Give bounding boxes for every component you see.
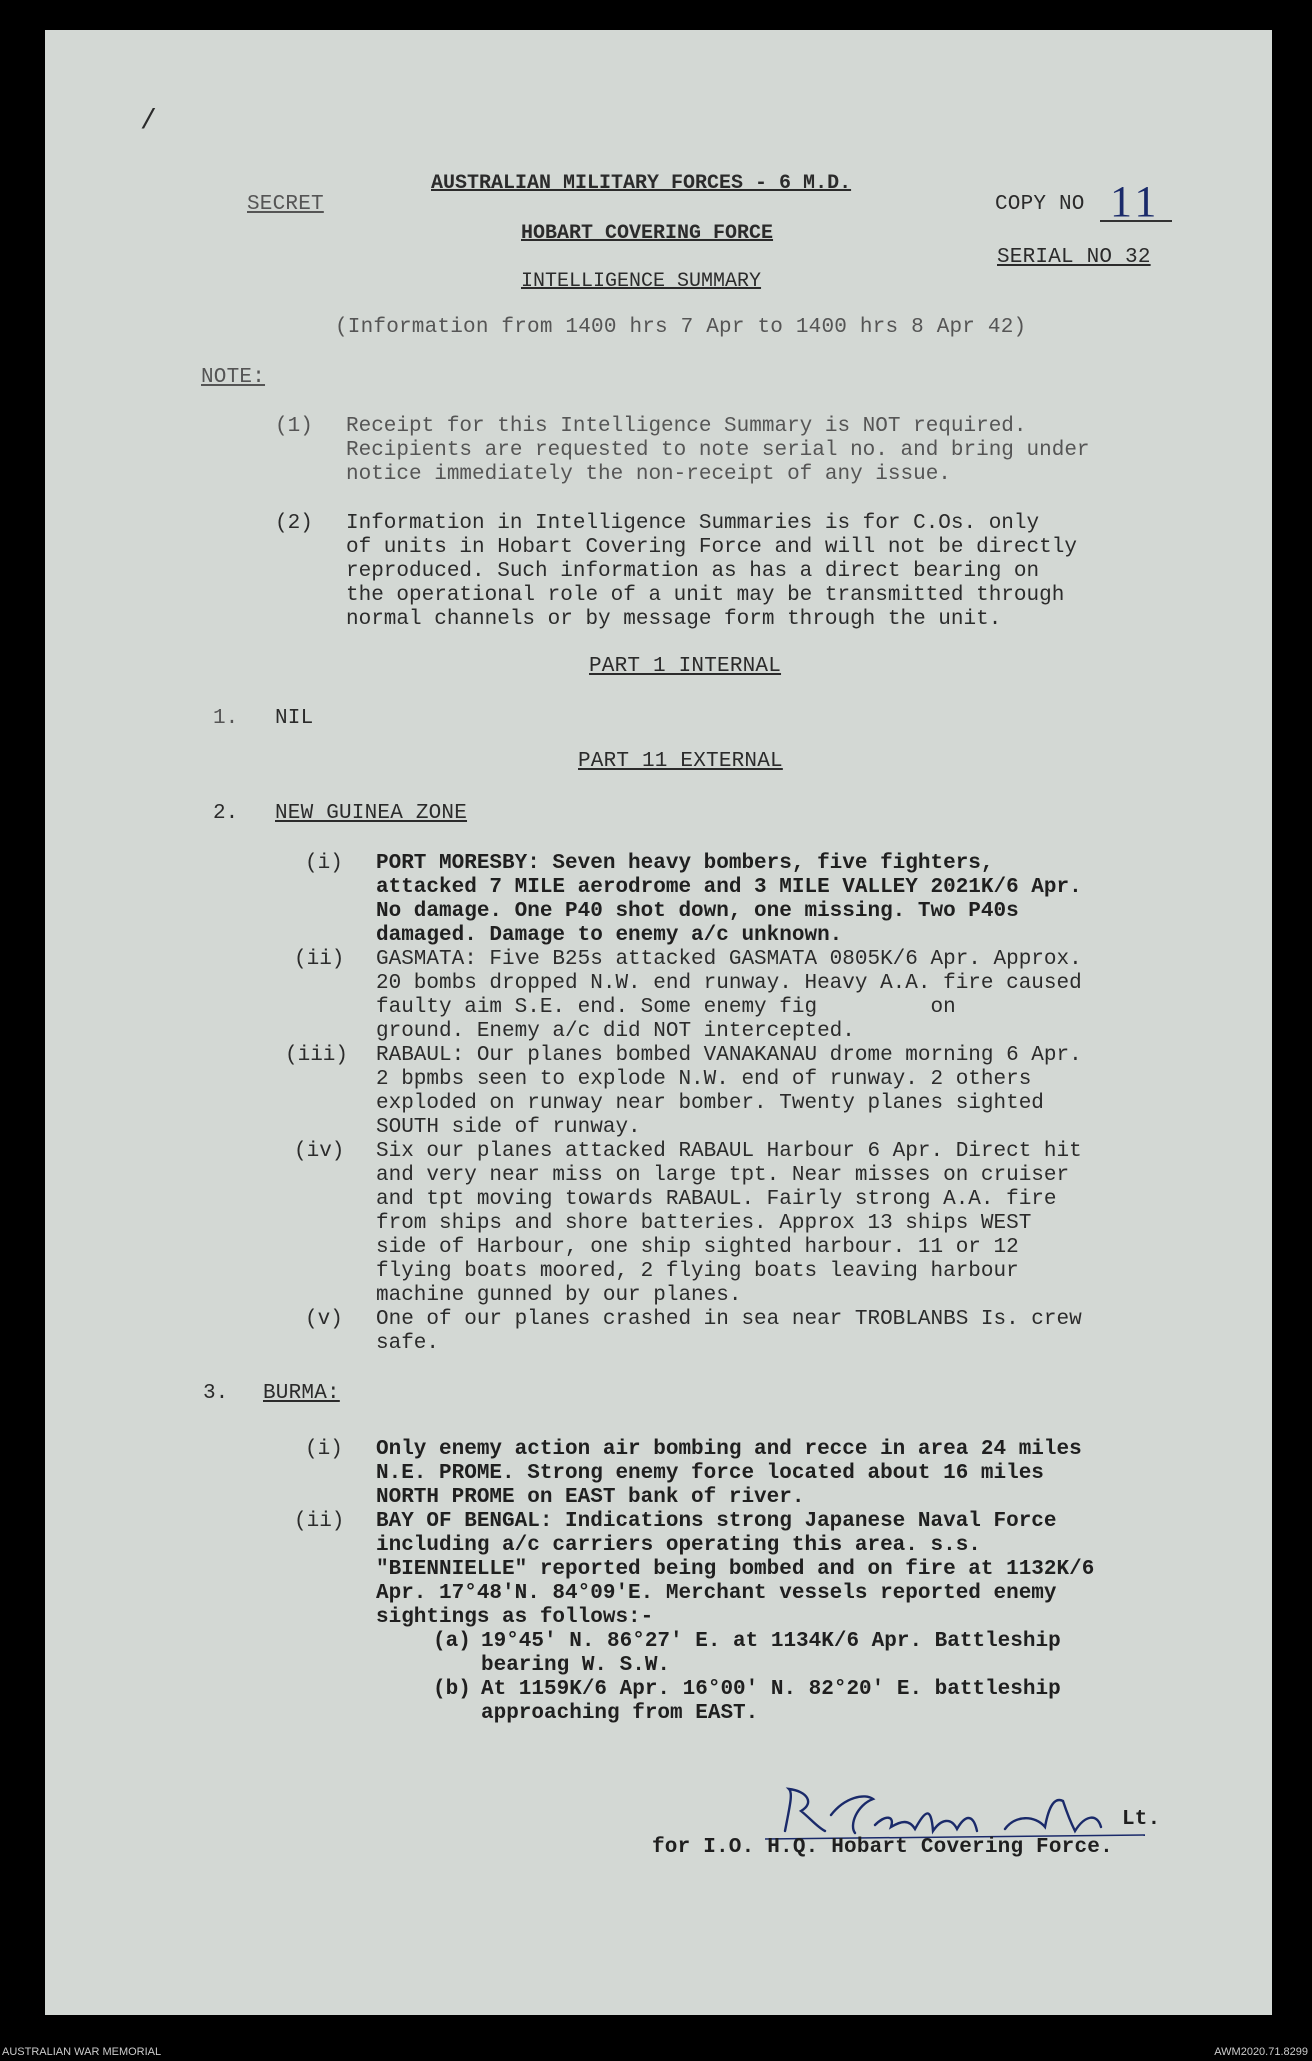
burma-item-1-line: Only enemy action air bombing and recce in area 24 miles [376,1438,1082,1461]
section-2-title: NEW GUINEA ZONE [275,802,468,825]
ng-item-1-line: attacked 7 MILE aerodrome and 3 MILE VALLEY 2021K/6 Apr. [376,876,1082,899]
ng-item-5-line: One of our planes crashed in sea near TROBLANBS Is. crew [376,1308,1082,1331]
ng-item-4-line: and tpt moving towards RABAUL. Fairly strong A.A. fire [376,1188,1057,1211]
burma-subitem-a-line: 19°45' N. 86°27' E. at 1134K/6 Apr. Battleship [481,1630,1061,1653]
ng-item-4-line: flying boats moored, 2 flying boats leaving harbour [376,1260,1019,1283]
ng-item-4-line: from ships and shore batteries. Approx 13 ships WEST [376,1212,1032,1235]
ng-item-3-line: 2 bpmbs seen to explode N.W. end of runway. 2 others [376,1068,1032,1091]
serial-number: SERIAL NO 32 [997,246,1151,269]
burma-subitem-b-number: (b) [433,1678,471,1701]
note-2-number: (2) [275,512,313,535]
ng-item-1-number: (i) [305,852,343,875]
ng-item-1-line: PORT MORESBY: Seven heavy bombers, five fighters, [376,852,994,875]
ng-item-5-number: (v) [305,1308,343,1331]
ng-item-4-number: (iv) [294,1140,345,1163]
copy-number: 11 [1110,177,1161,226]
note-2-text [346,512,1077,632]
ng-item-3-number: (iii) [285,1044,349,1067]
note-2-line: reproduced. Such information as has a direct bearing on [346,560,1040,583]
ng-item-2-line: ground. Enemy a/c did NOT intercepted. [376,1020,855,1043]
note-2-line: normal channels or by message form through the unit. [346,608,1002,631]
burma-subitem-a-text [481,1630,1061,1678]
note-1-line: notice immediately the non-receipt of any issue. [346,463,951,486]
note-2-line: Information in Intelligence Summaries is for C.Os. only [346,512,1040,535]
ng-item-4-line: side of Harbour, one ship sighted harbour. 11 or 12 [376,1236,1019,1259]
ng-item-2-line: 20 bombs dropped N.W. end runway. Heavy A.A. fire caused [376,972,1082,995]
burma-subitem-b-text [481,1678,1061,1726]
force-name: HOBART COVERING FORCE [521,222,774,245]
note-2-line: of units in Hobart Covering Force and will not be directly [346,536,1077,559]
part-1-number: 1. [213,707,239,730]
copy-label: COPY NO [995,193,1085,216]
note-1-line: Recipients are requested to note serial no. and bring under [346,439,1090,462]
burma-subitem-b-line: At 1159K/6 Apr. 16°00' N. 82°20' E. battleship [481,1678,1061,1701]
footer-accession-number: AWM2020.71.8299 [1214,2046,1308,2058]
note-1-line: Receipt for this Intelligence Summary is NOT required. [346,415,1027,438]
ng-item-1-text [376,852,1082,948]
signature-line: for I.O. H.Q. Hobart Covering Force. [652,1836,1113,1859]
burma-subitem-b-line: approaching from EAST. [481,1702,759,1725]
ng-item-5-text [376,1308,1082,1356]
note-label: NOTE: [201,366,266,389]
ng-item-4-text [376,1140,1082,1308]
burma-item-2-number: (ii) [294,1510,345,1533]
ng-item-2-text [376,948,1082,1044]
burma-item-1-text [376,1438,1082,1510]
summary-title: INTELLIGENCE SUMMARY [521,270,762,293]
burma-item-2-line: Apr. 17°48'N. 84°09'E. Merchant vessels reported enemy [376,1582,1057,1605]
ng-item-3-line: SOUTH side of runway. [376,1116,641,1139]
ng-item-4-line: and very near miss on large tpt. Near misses on cruiser [376,1164,1070,1187]
ng-item-1-line: damaged. Damage to enemy a/c unknown. [376,924,843,947]
burma-item-1-line: N.E. PROME. Strong enemy force located about 16 miles [376,1462,1044,1485]
section-3-number: 3. [203,1382,229,1405]
copy-number-underline [1100,220,1172,222]
burma-item-1-line: NORTH PROME on EAST bank of river. [376,1486,805,1509]
section-3-title: BURMA: [263,1382,340,1405]
ng-item-3-line: RABAUL: Our planes bombed VANAKANAU drome morning 6 Apr. [376,1044,1082,1067]
section-2-number: 2. [213,802,239,825]
burma-item-1-number: (i) [305,1438,343,1461]
part-2-title: PART 11 EXTERNAL [578,750,783,773]
burma-item-2-line: BAY OF BENGAL: Indications strong Japanese Naval Force [376,1510,1057,1533]
burma-subitem-a-number: (a) [433,1630,471,1653]
ng-item-1-line: No damage. One P40 shot down, one missing. Two P40s [376,900,1019,923]
burma-item-2-line: sightings as follows:- [376,1606,654,1629]
burma-item-2-line: including a/c carriers operating this area. s.s. [376,1534,981,1557]
burma-item-2-text [376,1510,1094,1630]
document-page [45,30,1272,2015]
ng-item-2-line: GASMATA: Five B25s attacked GASMATA 0805K/6 Apr. Approx. [376,948,1082,971]
burma-subitem-a-line: bearing W. S.W. [481,1654,671,1677]
ng-item-4-line: Six our planes attacked RABAUL Harbour 6 Apr. Direct hit [376,1140,1082,1163]
classification-secret: SECRET [247,193,324,216]
ng-item-3-text [376,1044,1082,1140]
ng-item-2-number: (ii) [294,948,345,971]
footer-archive-name: AUSTRALIAN WAR MEMORIAL [2,2046,162,2058]
pen-mark: / [140,106,158,137]
signature-rank: Lt. [1122,1808,1161,1831]
ng-item-3-line: exploded on runway near bomber. Twenty planes sighted [376,1092,1044,1115]
period: (Information from 1400 hrs 7 Apr to 1400 hrs 8 Apr 42) [335,316,1027,339]
part-1-title: PART 1 INTERNAL [589,655,782,678]
ng-item-5-line: safe. [376,1332,440,1355]
part-1-text: NIL [275,707,314,730]
note-1-number: (1) [275,415,313,438]
ng-item-2-line: faulty aim S.E. end. Some enemy fig on [376,996,956,1019]
document-title: AUSTRALIAN MILITARY FORCES - 6 M.D. [431,172,852,195]
note-2-line: the operational role of a unit may be transmitted through [346,584,1065,607]
ng-item-4-line: machine gunned by our planes. [376,1284,742,1307]
burma-item-2-line: "BIENNIELLE" reported being bombed and on fire at 1132K/6 [376,1558,1095,1581]
note-1-text [346,415,1090,487]
